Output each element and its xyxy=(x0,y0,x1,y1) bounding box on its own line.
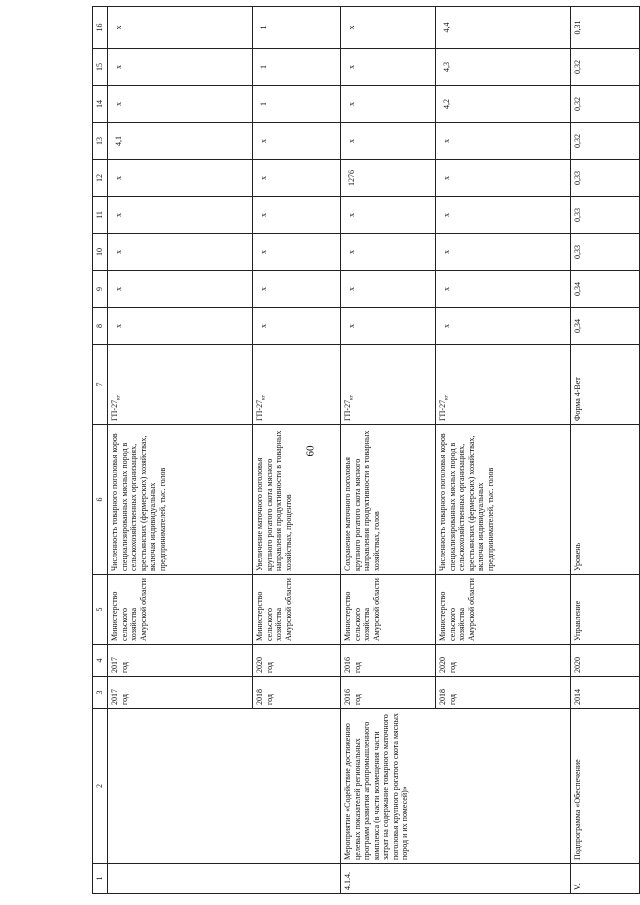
value-cell: х xyxy=(341,234,436,271)
indicator: Уровень xyxy=(571,425,640,575)
value-cell: 1276 xyxy=(341,160,436,197)
form-label: ГП-27 xyxy=(343,399,352,421)
end-year: 2020 год xyxy=(253,645,341,677)
value-cell: х xyxy=(436,160,571,197)
header-cell: 11 xyxy=(93,197,108,234)
form: Форма 4-Вет xyxy=(571,345,640,425)
value-cell: 4,2 xyxy=(436,86,571,123)
value-cell: х xyxy=(108,7,253,49)
value-cell: 0,31 xyxy=(571,7,640,49)
value-cell: 1 xyxy=(253,7,341,49)
value-cell: 4,3 xyxy=(436,49,571,86)
value-cell: 0,32 xyxy=(571,49,640,86)
item-name: Подпрограмма «Обеспечение xyxy=(571,709,640,864)
value-cell: 0,32 xyxy=(571,86,640,123)
form-label: ГП-27 xyxy=(255,399,264,421)
start-year: 2018 год xyxy=(436,677,571,709)
header-cell: 1 xyxy=(93,864,108,894)
item-number: 4.1.4. xyxy=(341,864,571,894)
form-sub: кт xyxy=(260,394,267,400)
item-name: Мероприятие «Содействие достижению целевых показателей региональных программ развития агропромышленного комплекса (в части возмещения части затрат на содержание товарного маточного поголовья крупного рогатого скота мясных пород и их помесей)» xyxy=(341,709,571,864)
value-cell: х xyxy=(253,234,341,271)
header-cell: 15 xyxy=(93,49,108,86)
table-row xyxy=(571,7,640,894)
header-cell: 14 xyxy=(93,86,108,123)
header-cell: 13 xyxy=(93,123,108,160)
value-cell: х xyxy=(436,234,571,271)
value-cell: х xyxy=(436,197,571,234)
item-number: V. xyxy=(571,864,640,894)
value-cell: 0,33 xyxy=(571,234,640,271)
rotated-table-wrapper xyxy=(92,7,640,894)
empty-cell xyxy=(108,864,341,894)
header-cell: 2 xyxy=(93,709,108,864)
form xyxy=(108,345,253,425)
value-cell: х xyxy=(341,123,436,160)
indicator: Численность товарного поголовья коров специализированных мясных пород в сельскохозяйственных организациях, крестьянских (фермерских) хозяйствах, включая индивидуальных предпринимателей, тыс. голов xyxy=(436,425,571,575)
start-year: 2014 xyxy=(571,677,640,709)
value-cell: х xyxy=(436,271,571,308)
empty-cell xyxy=(108,709,341,864)
header-cell: 6 xyxy=(93,425,108,575)
indicators-table xyxy=(92,6,640,894)
start-year: 2018 год xyxy=(253,677,341,709)
executor: Управление xyxy=(571,575,640,645)
value-cell: х xyxy=(253,123,341,160)
value-cell: х xyxy=(253,160,341,197)
value-cell: х xyxy=(341,271,436,308)
table-row xyxy=(341,7,436,894)
value-cell: х xyxy=(341,308,436,345)
header-cell: 8 xyxy=(93,308,108,345)
form-label: ГП-27 xyxy=(110,399,119,421)
header-cell: 7 xyxy=(93,345,108,425)
start-year: 2016 год xyxy=(341,677,436,709)
value-cell: х xyxy=(108,49,253,86)
executor: Министерство сельского хозяйства Амурской области xyxy=(341,575,436,645)
form-sub: кт xyxy=(443,394,450,400)
header-cell: 4 xyxy=(93,645,108,677)
header-cell: 16 xyxy=(93,7,108,49)
end-year: 2020 xyxy=(571,645,640,677)
indicator: Увеличение маточного поголовья крупного рогатого скота мясного направления продуктивности в товарных хозяйствах, процентов xyxy=(253,425,341,575)
value-cell: х xyxy=(341,7,436,49)
form xyxy=(253,345,341,425)
value-cell: х xyxy=(108,308,253,345)
value-cell: х xyxy=(253,271,341,308)
value-cell: 0,34 xyxy=(571,308,640,345)
value-cell: 0,34 xyxy=(571,271,640,308)
value-cell: 0,32 xyxy=(571,123,640,160)
form-sub: кт xyxy=(115,394,122,400)
executor: Министерство сельского хозяйства Амурской области xyxy=(253,575,341,645)
header-cell: 9 xyxy=(93,271,108,308)
header-cell: 12 xyxy=(93,160,108,197)
form xyxy=(436,345,571,425)
value-cell: х xyxy=(108,160,253,197)
value-cell: 1 xyxy=(253,49,341,86)
value-cell: х xyxy=(341,86,436,123)
form xyxy=(341,345,436,425)
value-cell: 4,1 xyxy=(108,123,253,160)
header-cell: 5 xyxy=(93,575,108,645)
value-cell: х xyxy=(108,234,253,271)
value-cell: х xyxy=(436,123,571,160)
value-cell: х xyxy=(253,197,341,234)
form-label: ГП-27 xyxy=(438,399,447,421)
value-cell: 0,33 xyxy=(571,197,640,234)
value-cell: 4,4 xyxy=(436,7,571,49)
header-cell: 3 xyxy=(93,677,108,709)
end-year: 2020 год xyxy=(436,645,571,677)
form-sub: кт xyxy=(348,394,355,400)
end-year: 2016 год xyxy=(341,645,436,677)
value-cell: х xyxy=(436,308,571,345)
header-cell: 10 xyxy=(93,234,108,271)
executor: Министерство сельского хозяйства Амурской области xyxy=(108,575,253,645)
value-cell: х xyxy=(108,197,253,234)
table-row xyxy=(108,7,253,894)
header-row xyxy=(93,7,108,894)
value-cell: х xyxy=(108,271,253,308)
end-year: 2017 год xyxy=(108,645,253,677)
page-number: 60 xyxy=(304,445,317,457)
executor: Министерство сельского хозяйства Амурской области xyxy=(436,575,571,645)
value-cell: х xyxy=(108,86,253,123)
value-cell: 1 xyxy=(253,86,341,123)
indicator: Сохранение маточного поголовья крупного рогатого скота мясного направления продуктивности в товарных хозяйствах, голов xyxy=(341,425,436,575)
value-cell: х xyxy=(341,49,436,86)
indicator: Численность товарного поголовья коров специализированных мясных пород в сельскохозяйственных организациях, крестьянских (фермерских) хозяйствах, включая индивидуальных предпринимателей, тыс. голов xyxy=(108,425,253,575)
value-cell: 0,33 xyxy=(571,160,640,197)
value-cell: х xyxy=(253,308,341,345)
value-cell: х xyxy=(341,197,436,234)
start-year: 2017 год xyxy=(108,677,253,709)
